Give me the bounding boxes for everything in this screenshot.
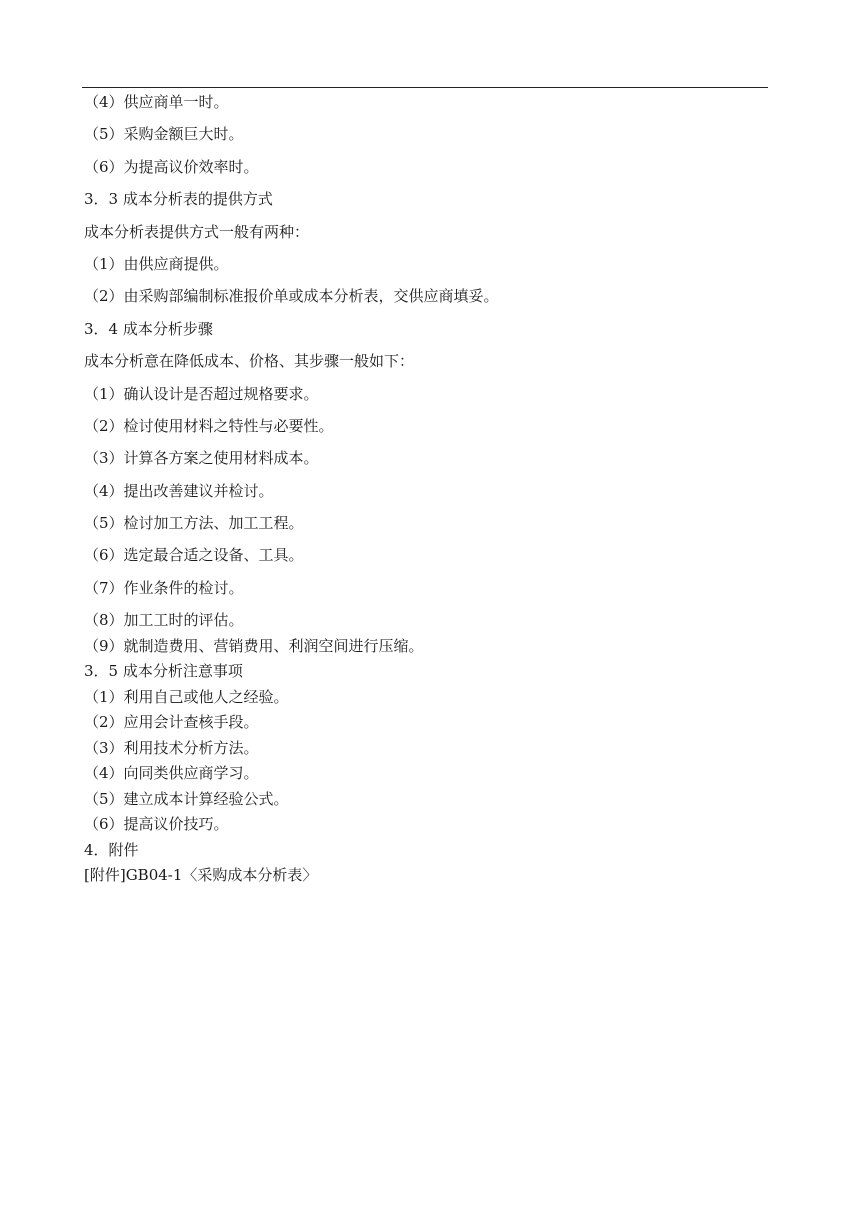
- list-item: （3）计算各方案之使用材料成本。: [84, 449, 319, 468]
- list-item: （6）选定最合适之设备、工具。: [84, 546, 304, 565]
- header-rule: [82, 87, 768, 88]
- list-item: （5）检讨加工方法、加工工程。: [84, 514, 304, 533]
- paragraph: 成本分析表提供方式一般有两种：: [84, 222, 310, 241]
- list-item: （4）向同类供应商学习。: [84, 764, 259, 783]
- list-item: （1）确认设计是否超过规格要求。: [84, 384, 319, 403]
- list-item: （5）采购金额巨大时。: [84, 125, 244, 144]
- list-item: （8）加工工时的评估。: [84, 611, 244, 630]
- list-item: （9）就制造费用、营销费用、利润空间进行压缩。: [84, 636, 424, 655]
- attachment-reference: [附件]GB04-1〈采购成本分析表〉: [84, 866, 318, 885]
- list-item: （2）由采购部编制标准报价单或成本分析表，交供应商填妥。: [84, 287, 499, 306]
- list-item: （2）应用会计查核手段。: [84, 713, 259, 732]
- list-item: （2）检讨使用材料之特性与必要性。: [84, 416, 334, 435]
- list-item: （1）利用自己或他人之经验。: [84, 687, 289, 706]
- section-heading: 4．附件: [84, 840, 139, 859]
- paragraph: 成本分析意在降低成本、价格、其步骤一般如下：: [84, 352, 415, 371]
- list-item: （4）供应商单一时。: [84, 93, 229, 111]
- list-item: （7）作业条件的检讨。: [84, 578, 244, 597]
- list-item: （5）建立成本计算经验公式。: [84, 789, 289, 808]
- list-item: （6）提高议价技巧。: [84, 815, 229, 834]
- list-item: （3）利用技术分析方法。: [84, 738, 259, 757]
- list-item: （6）为提高议价效率时。: [84, 157, 259, 176]
- section-heading: 3．3 成本分析表的提供方式: [84, 190, 273, 209]
- list-item: （4）提出改善建议并检讨。: [84, 481, 274, 500]
- section-heading: 3．5 成本分析注意事项: [84, 662, 243, 681]
- document-body: [84, 92, 784, 885]
- section-heading: 3．4 成本分析步骤: [84, 319, 213, 338]
- list-item: （1）由供应商提供。: [84, 254, 229, 273]
